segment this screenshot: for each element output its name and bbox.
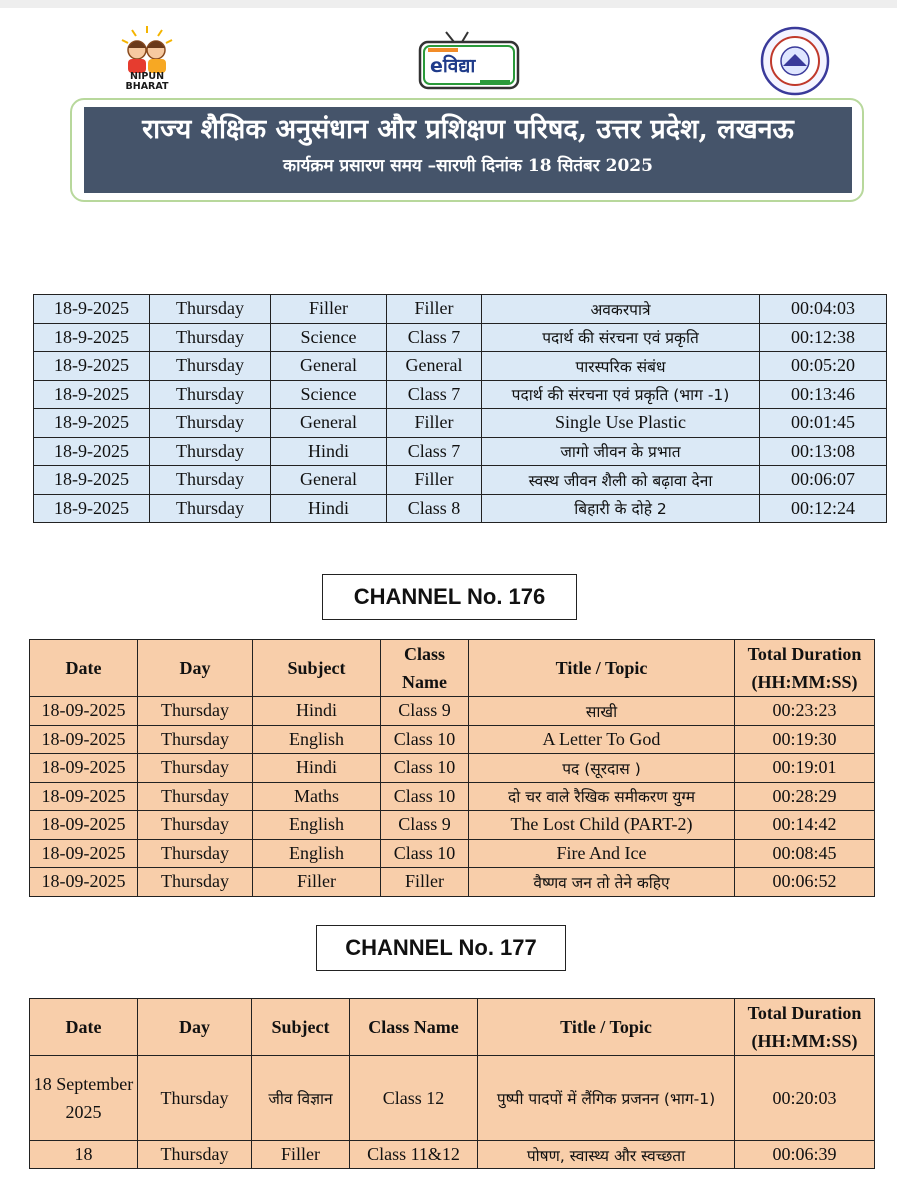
- day-cell: Thursday: [138, 1056, 252, 1141]
- title-cell: पदार्थ की संरचना एवं प्रकृति: [482, 323, 760, 352]
- day-cell: Thursday: [150, 494, 271, 523]
- scert-emblem: [752, 26, 838, 96]
- day-cell: Thursday: [150, 466, 271, 495]
- column-header-day: Day: [138, 640, 253, 697]
- subject-cell: Hindi: [253, 754, 381, 783]
- column-header-duration: Total Duration (HH:MM:SS): [735, 640, 875, 697]
- table-row: [34, 494, 887, 523]
- subject-cell: Science: [271, 380, 387, 409]
- column-header-class-name: Class Name: [350, 999, 478, 1056]
- subject-cell: Maths: [253, 782, 381, 811]
- duration-cell: 00:05:20: [760, 352, 887, 381]
- duration-cell: 00:28:29: [735, 782, 875, 811]
- class-cell: Filler: [381, 868, 469, 897]
- duration-cell: 00:06:07: [760, 466, 887, 495]
- date-cell: 18-09-2025: [30, 811, 138, 840]
- class-cell: Class 8: [387, 494, 482, 523]
- table-row: [30, 782, 875, 811]
- table-row: [34, 295, 887, 324]
- channel-177-table: [29, 998, 875, 1169]
- day-cell: Thursday: [150, 352, 271, 381]
- date-cell: 18-09-2025: [30, 754, 138, 783]
- day-cell: Thursday: [138, 782, 253, 811]
- table-row: [30, 1141, 875, 1169]
- class-cell: Class 7: [387, 380, 482, 409]
- day-cell: Thursday: [150, 409, 271, 438]
- date-cell: 18-09-2025: [30, 839, 138, 868]
- class-cell: Class 9: [381, 811, 469, 840]
- class-cell: General: [387, 352, 482, 381]
- class-cell: Class 7: [387, 437, 482, 466]
- channel-176-label: CHANNEL No. 176: [322, 574, 577, 620]
- table-row: [34, 323, 887, 352]
- date-cell: 18-9-2025: [34, 409, 150, 438]
- subject-cell: Hindi: [271, 437, 387, 466]
- class-cell: Class 10: [381, 725, 469, 754]
- channel-177-label: CHANNEL No. 177: [316, 925, 566, 971]
- duration-cell: 00:20:03: [735, 1056, 875, 1141]
- title-cell: स्वस्थ जीवन शैली को बढ़ावा देना: [482, 466, 760, 495]
- table-row: [30, 725, 875, 754]
- page-subtitle: कार्यक्रम प्रसारण समय –सारणी दिनांक 18 सितंबर 2025: [283, 156, 653, 176]
- duration-cell: 00:04:03: [760, 295, 887, 324]
- column-header-title: Title / Topic: [478, 999, 735, 1056]
- evidya-logo: [414, 30, 524, 92]
- date-cell: 18-9-2025: [34, 380, 150, 409]
- title-cell: बिहारी के दोहे 2: [482, 494, 760, 523]
- subject-cell: Filler: [252, 1141, 350, 1169]
- nipun-bharat-logo: [108, 24, 186, 96]
- column-header-day: Day: [138, 999, 252, 1056]
- nipun-bharat-logo-text: NIPUN BHARAT: [125, 71, 169, 92]
- class-cell: Filler: [387, 295, 482, 324]
- duration-cell: 00:23:23: [735, 697, 875, 726]
- duration-cell: 00:19:30: [735, 725, 875, 754]
- table-row: [30, 811, 875, 840]
- date-cell: 18-09-2025: [30, 868, 138, 897]
- title-cell: जागो जीवन के प्रभात: [482, 437, 760, 466]
- subject-cell: General: [271, 409, 387, 438]
- day-cell: Thursday: [150, 437, 271, 466]
- day-cell: Thursday: [150, 380, 271, 409]
- duration-cell: 00:08:45: [735, 839, 875, 868]
- table-header-row: [30, 999, 875, 1056]
- class-cell: Class 12: [350, 1056, 478, 1141]
- table-row: [34, 409, 887, 438]
- subject-cell: Hindi: [253, 697, 381, 726]
- subject-cell: Hindi: [271, 494, 387, 523]
- title-cell: पारस्परिक संबंध: [482, 352, 760, 381]
- title-cell: दो चर वाले रैखिक समीकरण युग्म: [469, 782, 735, 811]
- subject-cell: English: [253, 839, 381, 868]
- date-cell: 18-9-2025: [34, 437, 150, 466]
- title-cell: पुष्पी पादपों में लैंगिक प्रजनन (भाग-1): [478, 1056, 735, 1141]
- channel-176-table: [29, 639, 875, 897]
- title-cell: Fire And Ice: [469, 839, 735, 868]
- title-cell: अवकरपात्रे: [482, 295, 760, 324]
- class-cell: Class 11&12: [350, 1141, 478, 1169]
- schedule-table-continued: [33, 294, 887, 523]
- table-row: [34, 352, 887, 381]
- duration-cell: 00:12:38: [760, 323, 887, 352]
- title-cell: साखी: [469, 697, 735, 726]
- table-row: [30, 1056, 875, 1141]
- table-row: [30, 754, 875, 783]
- title-cell: Single Use Plastic: [482, 409, 760, 438]
- column-header-subject: Subject: [252, 999, 350, 1056]
- class-cell: Class 9: [381, 697, 469, 726]
- title-cell: वैष्णव जन तो तेने कहिए: [469, 868, 735, 897]
- duration-cell: 00:14:42: [735, 811, 875, 840]
- title-cell: पोषण, स्वास्थ्य और स्वच्छता: [478, 1141, 735, 1169]
- table-row: [34, 466, 887, 495]
- subject-cell: जीव विज्ञान: [252, 1056, 350, 1141]
- subject-cell: English: [253, 811, 381, 840]
- table-row: [34, 380, 887, 409]
- duration-cell: 00:01:45: [760, 409, 887, 438]
- date-cell: 18-9-2025: [34, 494, 150, 523]
- day-cell: Thursday: [138, 697, 253, 726]
- day-cell: Thursday: [138, 1141, 252, 1169]
- day-cell: Thursday: [138, 811, 253, 840]
- date-cell: 18-9-2025: [34, 323, 150, 352]
- column-header-title: Title / Topic: [469, 640, 735, 697]
- class-cell: Class 10: [381, 782, 469, 811]
- day-cell: Thursday: [138, 839, 253, 868]
- duration-cell: 00:19:01: [735, 754, 875, 783]
- column-header-duration: Total Duration (HH:MM:SS): [735, 999, 875, 1056]
- subject-cell: Science: [271, 323, 387, 352]
- day-cell: Thursday: [138, 868, 253, 897]
- date-cell: 18: [30, 1141, 138, 1169]
- table-row: [30, 839, 875, 868]
- table-row: [30, 697, 875, 726]
- subject-cell: General: [271, 466, 387, 495]
- date-cell: 18-09-2025: [30, 782, 138, 811]
- date-cell: 18-9-2025: [34, 295, 150, 324]
- subject-cell: General: [271, 352, 387, 381]
- date-cell: 18-09-2025: [30, 725, 138, 754]
- date-cell: 18-9-2025: [34, 466, 150, 495]
- table-row: [30, 868, 875, 897]
- duration-cell: 00:06:52: [735, 868, 875, 897]
- class-cell: Filler: [387, 466, 482, 495]
- column-header-date: Date: [30, 999, 138, 1056]
- day-cell: Thursday: [150, 323, 271, 352]
- table-header-row: [30, 640, 875, 697]
- duration-cell: 00:13:46: [760, 380, 887, 409]
- duration-cell: 00:13:08: [760, 437, 887, 466]
- table-row: [34, 437, 887, 466]
- date-cell: 18-9-2025: [34, 352, 150, 381]
- day-cell: Thursday: [138, 754, 253, 783]
- day-cell: Thursday: [138, 725, 253, 754]
- column-header-date: Date: [30, 640, 138, 697]
- date-cell: 18-09-2025: [30, 697, 138, 726]
- evidya-logo-text: eविद्या: [430, 55, 476, 77]
- class-cell: Class 10: [381, 839, 469, 868]
- duration-cell: 00:12:24: [760, 494, 887, 523]
- subject-cell: Filler: [271, 295, 387, 324]
- top-strip: [0, 0, 897, 8]
- day-cell: Thursday: [150, 295, 271, 324]
- class-cell: Filler: [387, 409, 482, 438]
- title-cell: पद (सूरदास ): [469, 754, 735, 783]
- duration-cell: 00:06:39: [735, 1141, 875, 1169]
- column-header-class-name: Class Name: [381, 640, 469, 697]
- header-banner: [84, 107, 852, 193]
- subject-cell: English: [253, 725, 381, 754]
- class-cell: Class 10: [381, 754, 469, 783]
- title-cell: The Lost Child (PART-2): [469, 811, 735, 840]
- date-cell: 18 September 2025: [30, 1056, 138, 1141]
- class-cell: Class 7: [387, 323, 482, 352]
- column-header-subject: Subject: [253, 640, 381, 697]
- page-title: राज्य शैक्षिक अनुसंधान और प्रशिक्षण परिषद, उत्तर प्रदेश, लखनऊ: [142, 114, 794, 145]
- title-cell: पदार्थ की संरचना एवं प्रकृति (भाग -1): [482, 380, 760, 409]
- title-cell: A Letter To God: [469, 725, 735, 754]
- subject-cell: Filler: [253, 868, 381, 897]
